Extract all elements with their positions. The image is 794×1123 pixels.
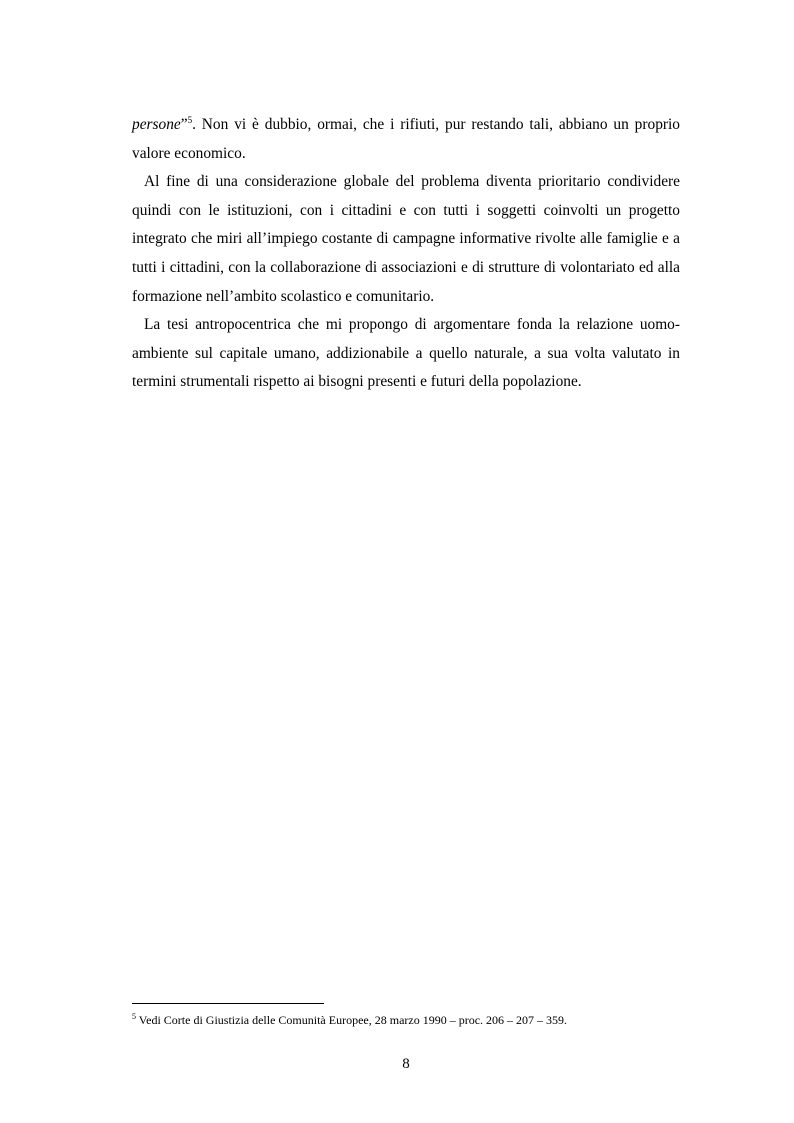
italic-lead: persone <box>132 116 181 133</box>
footnote-separator <box>132 1003 324 1004</box>
paragraph-3: La tesi antropocentrica che mi propongo di argomentare fonda la relazione uomo-ambiente sul capitale umano, addizionabile a quello naturale, a sua volta valutato in termini strumentali rispetto ai bisogni presenti e futuri della popolazione. <box>132 316 680 391</box>
closing-quote: ” <box>180 116 188 133</box>
footnote-text: Vedi Corte di Giustizia delle Comunità Europee, 28 marzo 1990 – proc. 206 – 207 – 359. <box>136 1013 568 1027</box>
page-number: 8 <box>402 1056 410 1072</box>
footnote-number: 5 <box>132 1012 136 1021</box>
paragraph-2: Al fine di una considerazione globale del problema diventa prioritario condividere quindi con le istituzioni, con i cittadini e con tutti i soggetti coinvolti un progetto integrato che miri all’impiego costante di campagne informative rivolte alle famiglie e a tutti i cittadini, con la collaborazione di associazioni e di strutture di volontariato ed alla formazione nell’ambito scolastico e comunitario. <box>132 173 680 305</box>
body-text <box>132 111 680 397</box>
footnote-reference[interactable]: 5 <box>187 115 193 125</box>
paragraph-1 <box>132 111 680 168</box>
paragraph-1-text: . Non vi è dubbio, ormai, che i rifiuti, pur restando tali, abbiano un proprio valore economico. <box>132 116 680 162</box>
footnote <box>132 1012 692 1028</box>
